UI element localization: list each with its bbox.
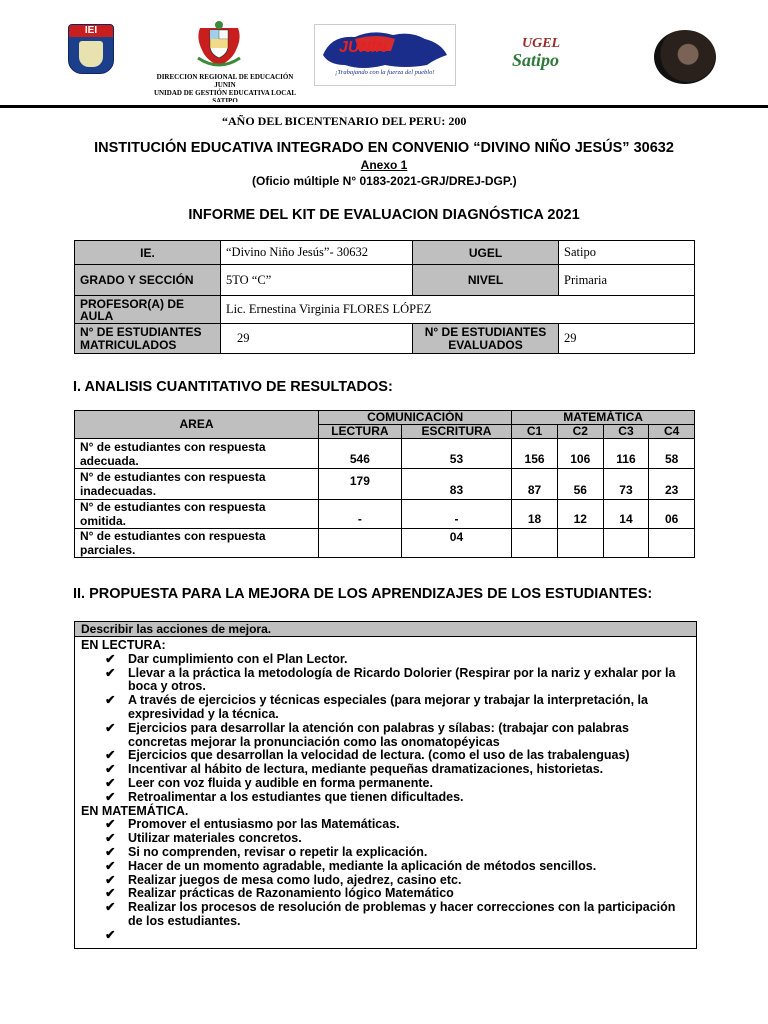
cell-value: - <box>401 500 511 529</box>
cell-value: 87 <box>512 469 558 500</box>
list-item-text: A través de ejercicios y técnicas especiales (para mejorar y trabajar la interpretación, la expresividad y la técnica. <box>128 693 648 721</box>
checkmark-icon: ✔ <box>105 693 116 708</box>
col-c4: C4 <box>649 425 695 439</box>
col-lectura: LECTURA <box>319 425 402 439</box>
ugel-value: Satipo <box>559 241 695 265</box>
cell-value: 18 <box>512 500 558 529</box>
checkmark-icon: ✔ <box>105 886 116 901</box>
matematica-heading: EN MATEMÁTICA. <box>81 803 189 818</box>
col-c3: C3 <box>603 425 649 439</box>
direccion-regional-text: DIRECCION REGIONAL DE EDUCACIÓN JUNIN UNIDAD DE GESTIÓN EDUCATIVA LOCAL SATIPO <box>153 73 297 102</box>
list-item <box>81 846 690 860</box>
section-1-title: I. ANALISIS CUANTITATIVO DE RESULTADOS: <box>73 379 393 395</box>
ugel-logo-sub: Satipo <box>512 50 560 70</box>
cell-value <box>512 529 558 558</box>
table-row <box>75 529 695 558</box>
iei-logo: IEI <box>68 24 114 74</box>
list-item-text: Realizar los procesos de resolución de problemas y hacer correcciones con la participación de los estudiantes. <box>128 900 676 928</box>
cell-value: 156 <box>512 439 558 469</box>
section-2-title: II. PROPUESTA PARA LA MEJORA DE LOS APRENDIZAJES DE LOS ESTUDIANTES: <box>73 586 653 602</box>
checkmark-icon: ✔ <box>105 831 116 846</box>
ugel-satipo-logo <box>506 36 588 76</box>
table-row <box>75 439 695 469</box>
matematica-header: MATEMÁTICA <box>512 411 695 425</box>
cell-value: 73 <box>603 469 649 500</box>
list-item-text: Retroalimentar a los estudiantes que tienen dificultades. <box>128 789 464 804</box>
ie-label: IE. <box>75 241 221 265</box>
list-item <box>81 818 690 832</box>
header-divider <box>0 105 768 108</box>
table-row <box>75 500 695 529</box>
peru-coat-of-arms-logo <box>192 18 246 72</box>
list-item <box>81 667 690 695</box>
anexo-label: Anexo 1 <box>360 158 408 172</box>
info-table <box>74 240 695 354</box>
nivel-label: NIVEL <box>413 265 559 296</box>
matriculados-value: 29 <box>221 324 413 354</box>
list-item <box>81 901 690 929</box>
list-item <box>81 653 690 667</box>
checkmark-icon: ✔ <box>105 927 116 942</box>
list-item <box>81 860 690 874</box>
ugel-label: UGEL <box>413 241 559 265</box>
checkmark-icon: ✔ <box>105 844 116 859</box>
list-item-text: Utilizar materiales concretos. <box>128 831 302 846</box>
cell-value: 179 <box>319 469 402 500</box>
nivel-value: Primaria <box>559 265 695 296</box>
cell-value: 58 <box>649 439 695 469</box>
checkmark-icon: ✔ <box>105 900 116 915</box>
row-label: N° de estudiantes con respuesta inadecuadas. <box>75 469 319 500</box>
results-table <box>74 410 695 558</box>
ugel-logo-text: UGEL <box>522 36 561 51</box>
row-label: N° de estudiantes con respuesta omitida. <box>75 500 319 529</box>
cell-value: 106 <box>557 439 603 469</box>
institution-title: INSTITUCIÓN EDUCATIVA INTEGRADO EN CONVENIO “DIVINO NIÑO JESÚS” 30632 <box>94 140 674 156</box>
cell-value: 04 <box>401 529 511 558</box>
junin-slogan: ¡Trabajando con la fuerza del pueblo! <box>335 69 435 76</box>
year-slogan: “AÑO DEL BICENTENARIO DEL PERU: 200 <box>222 114 467 128</box>
lectura-list <box>81 653 690 805</box>
checkmark-icon: ✔ <box>105 748 116 763</box>
list-item <box>81 694 690 722</box>
report-title: INFORME DEL KIT DE EVALUACION DIAGNÓSTICA 2021 <box>188 207 580 223</box>
list-item-text: Ejercicios que desarrollan la velocidad de lectura. (como el uso de las trabalenguas) <box>128 748 630 763</box>
list-item-text <box>128 928 131 942</box>
cell-value: 546 <box>319 439 402 469</box>
list-item <box>81 929 690 943</box>
checkmark-icon: ✔ <box>105 762 116 777</box>
list-item <box>81 763 690 777</box>
list-item-text: Hacer de un momento agradable, mediante la aplicación de métodos sencillos. <box>128 858 597 873</box>
table-row <box>75 469 695 500</box>
checkmark-icon: ✔ <box>105 775 116 790</box>
evaluados-label: N° DE ESTUDIANTES EVALUADOS <box>413 324 559 354</box>
profesor-value: Lic. Ernestina Virginia FLORES LÓPEZ <box>221 296 695 324</box>
row-label: N° de estudiantes con respuesta parciales. <box>75 529 319 558</box>
checkmark-icon: ✔ <box>105 651 116 666</box>
comunicacion-header: COMUNICACIÓN <box>319 411 512 425</box>
list-item-text: Dar cumplimiento con el Plan Lector. <box>128 651 348 666</box>
cell-value: 56 <box>557 469 603 500</box>
list-item-text: Realizar juegos de mesa como ludo, ajedrez, casino etc. <box>128 872 462 887</box>
cell-value: 06 <box>649 500 695 529</box>
improvement-actions-box <box>74 621 697 949</box>
list-item-text: Leer con voz fluida y audible en forma permanente. <box>128 775 433 790</box>
list-item <box>81 832 690 846</box>
checkmark-icon: ✔ <box>105 665 116 680</box>
list-item-text: Realizar prácticas de Razonamiento lógico Matemático <box>128 886 454 901</box>
grado-value: 5TO “C” <box>221 265 413 296</box>
list-item <box>81 887 690 901</box>
junin-logo-text: JUNÍN <box>339 39 388 56</box>
matriculados-label: N° DE ESTUDIANTES MATRICULADOS <box>75 324 221 354</box>
list-item-text: Si no comprenden, revisar o repetir la explicación. <box>128 844 428 859</box>
col-escritura: ESCRITURA <box>401 425 511 439</box>
checkmark-icon: ✔ <box>105 872 116 887</box>
checkmark-icon: ✔ <box>105 789 116 804</box>
matematica-list <box>81 818 690 942</box>
checkmark-icon: ✔ <box>105 720 116 735</box>
cell-value: 14 <box>603 500 649 529</box>
cell-value: 53 <box>401 439 511 469</box>
list-item <box>81 874 690 888</box>
cell-value: 83 <box>401 469 511 500</box>
list-item <box>81 749 690 763</box>
cell-value <box>557 529 603 558</box>
list-item <box>81 722 690 750</box>
area-header: AREA <box>75 411 319 439</box>
cell-value: - <box>319 500 402 529</box>
cell-value: 23 <box>649 469 695 500</box>
cell-value <box>319 529 402 558</box>
cell-value <box>649 529 695 558</box>
evaluados-value: 29 <box>559 324 695 354</box>
profesor-label: PROFESOR(A) DE AULA <box>75 296 221 324</box>
portrait-photo <box>654 30 716 84</box>
checkmark-icon: ✔ <box>105 858 116 873</box>
row-label: N° de estudiantes con respuesta adecuada. <box>75 439 319 469</box>
ie-value: “Divino Niño Jesús”- 30632 <box>221 241 413 265</box>
grado-label: GRADO Y SECCIÓN <box>75 265 221 296</box>
oficio-reference: (Oficio múltiple N° 0183-2021-GRJ/DREJ-DGP.) <box>252 174 517 188</box>
list-item <box>81 777 690 791</box>
list-item-text: Llevar a la práctica la metodología de Ricardo Dolorier (Respirar por la nariz y exhalar por la boca y otros. <box>128 665 676 694</box>
col-c2: C2 <box>557 425 603 439</box>
region-junin-logo <box>314 24 456 86</box>
cell-value: 116 <box>603 439 649 469</box>
cell-value <box>603 529 649 558</box>
cell-value: 12 <box>557 500 603 529</box>
lectura-heading: EN LECTURA: <box>81 638 166 652</box>
col-c1: C1 <box>512 425 558 439</box>
list-item <box>81 791 690 805</box>
list-item-text: Incentivar al hábito de lectura, mediante pequeñas dramatizaciones, historietas. <box>128 762 604 777</box>
list-item-text: Promover el entusiasmo por las Matemáticas. <box>128 817 400 832</box>
checkmark-icon: ✔ <box>105 817 116 832</box>
improvement-actions-header: Describir las acciones de mejora. <box>75 622 696 637</box>
list-item-text: Ejercicios para desarrollar la atención con palabras y sílabas: (trabajar con palabras concretas mejorar la pronunciación como las onomatopéyicas <box>128 720 629 749</box>
